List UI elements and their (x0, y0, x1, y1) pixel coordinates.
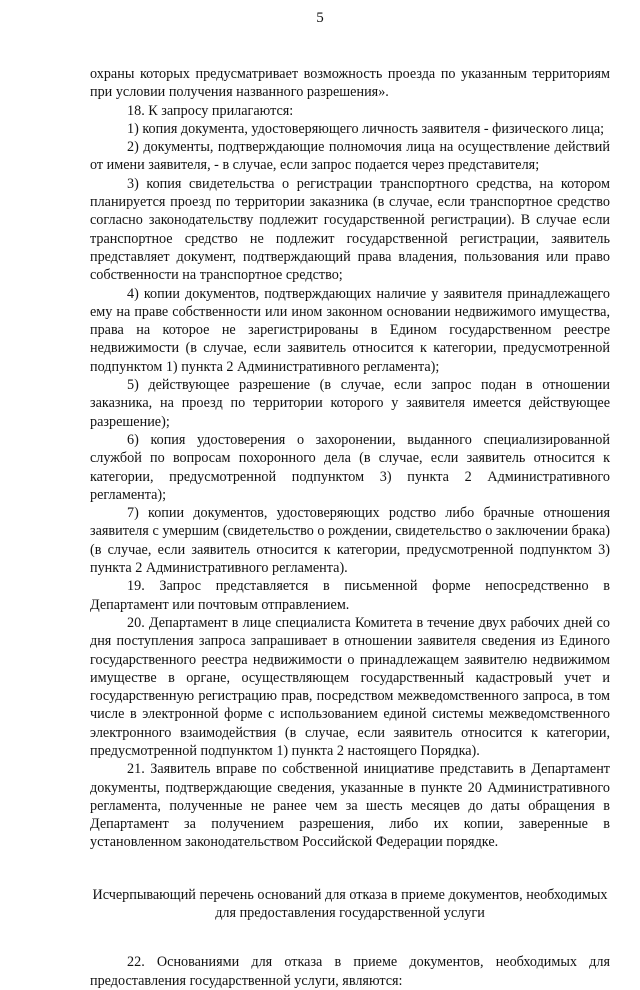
list-item-1: 1) копия документа, удостоверяющего личность заявителя - физического лица; (127, 120, 605, 137)
list-item-7: 7) копии документов, удостоверяющих родство либо брачные отношения заявителя с умершим (свидетельство о рождении, свидетельство о заключении брака) (в случае, если заявитель относится к категории, предусмотренной подпунктом 3) пункта 2 Административного регламента). (90, 505, 610, 577)
document-body (90, 65, 610, 990)
paragraph-19: 19. Запрос представляется в письменной форме непосредственно в Департамент или почтовым отправлением. (90, 578, 610, 613)
list-item-5: 5) действующее разрешение (в случае, если запрос подан в отношении заказника, на проезд по территории которого у заявителя имеется действующее разрешение); (90, 377, 610, 430)
list-item-6: 6) копия удостоверения о захоронении, выданного специализированной службой по вопросам похоронного дела (в случае, если заявитель относится к категории, предусмотренной подпунктом 3) пункта 2 Административного регламента); (90, 431, 610, 503)
paragraph-21: 21. Заявитель вправе по собственной инициативе представить в Департамент документы, подтверждающие сведения, указанные в пункте 20 Административного регламента, полученные не ранее чем за шесть месяцев до даты обращения в Департамент за получением разрешения, либо их копии, заверенные в установленном законодательством Российской Федерации порядке. (90, 761, 610, 851)
section-heading: Исчерпывающий перечень оснований для отказа в приеме документов, необходимых для предоставления государственной услуги (92, 886, 608, 922)
list-item-3: 3) копия свидетельства о регистрации транспортного средства, на котором планируется проезд по территории заказника (в случае, если транспортное средство согласно законодательству подлежит государственной регистрации). В случае если транспортное средство не подлежит государственной регистрации, заявитель представляет документ, подтверждающий права владения, пользования или право собственности на транспортное средство; (90, 175, 610, 284)
paragraph-18: 18. К запросу прилагаются: (127, 102, 294, 119)
list-item-2: 2) документы, подтверждающие полномочия лица на осуществление действий от имени заявителя, - в случае, если запрос подается через представителя; (90, 139, 610, 174)
list-item-4: 4) копии документов, подтверждающих наличие у заявителя принадлежащего ему на праве собственности или ином законном основании недвижимого имущества, права на которое не зарегистрированы в Едином государственном реестре недвижимости (в случае, если заявитель относится к категории, предусмотренной подпунктом 1) пункта 2 Административного регламента); (90, 285, 610, 375)
paragraph-continuation: охраны которых предусматривает возможность проезда по указанным территориям при условии получения названного разрешения». (90, 66, 610, 101)
page-number: 5 (316, 10, 324, 26)
paragraph-22: 22. Основаниями для отказа в приеме документов, необходимых для предоставления государственной услуги, являются: (90, 954, 610, 989)
paragraph-20: 20. Департамент в лице специалиста Комитета в течение двух рабочих дней со дня поступления запроса запрашивает в отношении заявителя сведения из Единого государственного реестра недвижимости о принадлежащем заявителю недвижимом имуществе в органе, осуществляющем государственный кадастровый учет и государственную регистрацию прав, посредством межведомственного запроса, в том числе в электронной форме с использованием единой системы межведомственного электронного взаимодействия (в случае, если заявитель относится к категории, предусмотренной подпунктом 1) пункта 2 настоящего Порядка). (90, 614, 610, 759)
